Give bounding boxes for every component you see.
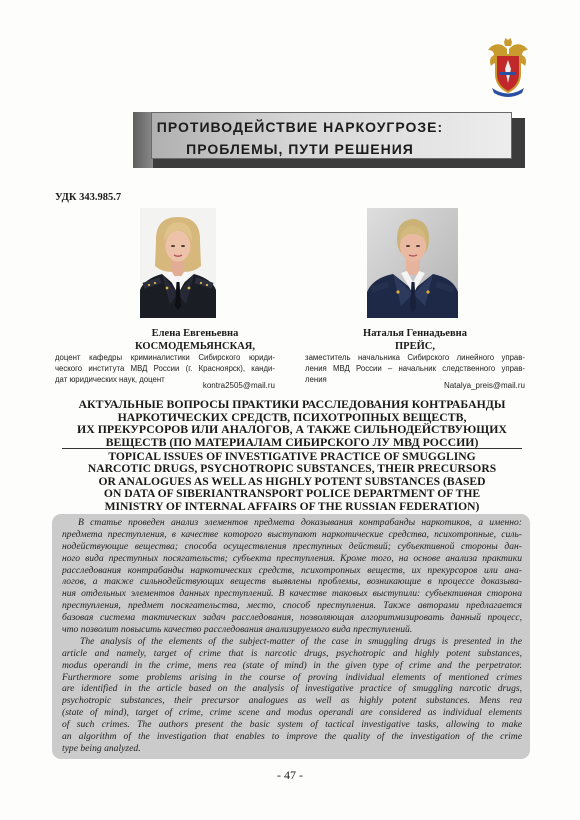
- author-email-left: kontra2505@mail.ru: [202, 381, 275, 390]
- emblem-crown: [504, 38, 512, 46]
- section-banner-text: [152, 116, 448, 160]
- abstract-ru: [62, 517, 522, 636]
- title-line: ON DATA OF SIBERIANTRANSPORT POLICE DEPARTMENT OF THE: [103, 487, 481, 501]
- abstract-line: преступления, предмет посягательства, место, способ преступления. Также авторами предлагается: [62, 600, 522, 612]
- title-line: НАРКОТИЧЕСКИХ СРЕДСТВ, ПСИХОТРОПНЫХ ВЕЩЕСТВ,: [117, 409, 467, 424]
- abstract-line: modus operandi in the crime, mens rea (state of mind) in the given type of crime and the perpetrator.: [62, 659, 522, 671]
- author-name-right: [305, 327, 525, 353]
- title-divider: [62, 448, 522, 449]
- abstract-en: [62, 636, 522, 755]
- title-line: TOPICAL ISSUES OF INVESTIGATIVE PRACTICE OF SMUGGLING: [108, 450, 476, 463]
- author-email-right: Natalya_preis@mail.ru: [443, 381, 525, 390]
- title-line: ВЕЩЕСТВ (ПО МАТЕРИАЛАМ СИБИРСКОГО ЛУ МВД РОССИИ): [105, 434, 479, 449]
- article-title-ru: [57, 398, 527, 448]
- affiliation-line: ления МВД России – начальник следственного управ-: [305, 364, 525, 373]
- affiliation-line: ческого института МВД России (г. Красноярск), канди-: [55, 364, 275, 373]
- section-banner-line: ПРОТИВОДЕЙСТВИЕ НАРКОУГРОЗЕ:: [156, 119, 444, 135]
- affiliation-line: дат юридических наук, доцент: [55, 375, 165, 384]
- author-surname: ПРЕЙС,: [395, 341, 435, 352]
- abstract-line: an algorithm of the investigation that enables to improve the quality of the investigation of the crime: [62, 731, 522, 743]
- abstract-line: предмета преступления, в качестве которого выступают наркотические средства, психотропные, силь-: [62, 528, 522, 540]
- abstract-line: ния отдельных элементов данных преступлений. В качестве таковых выступили: субъективная сторона: [62, 588, 522, 600]
- article-title-en: [57, 451, 527, 513]
- abstract-line: В статье проведен анализ элементов предмета доказывания контрабанды наркотиков, а именно:: [78, 517, 522, 528]
- abstract-line: Furthermore some problems arising in the course of proving individual elements of mentioned crimes: [62, 671, 522, 683]
- title-line: MINISTRY OF INTERNAL AFFAIRS OF THE RUSSIAN FEDERATION): [104, 499, 480, 513]
- abstract-line: of such crimes. The authors present the basic system of tactical investigative tasks, allowing to make: [62, 719, 522, 731]
- title-line: NARCOTIC DRUGS, PSYCHOTROPIC SUBSTANCES, THEIR PRECURSORS: [87, 462, 497, 476]
- author-given-names: Наталья Геннадьевна: [363, 328, 467, 339]
- abstract-line: нодействующие вещества; способа осуществления преступных действий; субъективной стороны дан-: [62, 540, 522, 552]
- abstract-line: (state of mind), target of crime, crime scene and modus operandi are considered as individual elements: [62, 707, 522, 719]
- title-line: OR ANALOGUES AS WELL AS HIGHLY POTENT SUBSTANCES (BASED: [98, 474, 486, 488]
- abstract-box: [52, 514, 530, 759]
- abstract-line: расследования контрабанды наркотических средств, психотропных веществ, их прекурсоров или ана-: [62, 564, 522, 576]
- abstract-line: The analysis of the elements of the subject-matter of the case in smuggling drugs is presented in the: [80, 635, 522, 647]
- author-surname: КОСМОДЕМЬЯНСКАЯ,: [134, 341, 256, 352]
- police-emblem-icon: [486, 37, 530, 97]
- page-number: - 47 -: [277, 768, 303, 782]
- abstract-line: type being analyzed.: [62, 742, 141, 754]
- banner-left-bar: [133, 112, 153, 168]
- author-given-names: Елена Евгеньевна: [151, 328, 239, 339]
- abstract-line: article and namely, target of crime that is narcotic drugs, psychotropic and highly potent substances,: [62, 647, 522, 659]
- abstract-line: что позволит повысить качество расследования анализируемого вида преступлений.: [62, 624, 413, 636]
- author-name-left: [100, 327, 290, 353]
- abstract-line: логов, а также сильнодействующих веществ выявлены проблемы, возникающие в процессе доказыва-: [62, 576, 522, 588]
- affiliation-line: ления: [305, 375, 327, 384]
- abstract-line: psychotropic substances, their precursor analogues as well as highly potent substances. Mens rea: [62, 695, 522, 707]
- emblem-shield: [496, 55, 520, 92]
- title-line: АКТУАЛЬНЫЕ ВОПРОСЫ ПРАКТИКИ РАССЛЕДОВАНИЯ КОНТРАБАНДЫ: [78, 397, 506, 411]
- abstract-line: are identified in the article based on the analysis of investigative practice of smuggling narcotic drugs,: [62, 683, 522, 695]
- affiliation-line: заместитель начальника Сибирского линейного управ-: [305, 353, 525, 362]
- author-photo-right: [367, 208, 458, 318]
- title-line: ИХ ПРЕКУРСОРОВ ИЛИ АНАЛОГОВ, А ТАКЖЕ СИЛЬНОДЕЙСТВУЮЩИХ: [77, 422, 507, 436]
- section-banner-line: ПРОБЛЕМЫ, ПУТИ РЕШЕНИЯ: [186, 141, 414, 157]
- udk-code: УДК 343.985.7: [55, 192, 122, 203]
- affiliation-line: доцент кафедры криминалистики Сибирского юриди-: [55, 353, 275, 362]
- author-photo-left: [140, 208, 216, 318]
- abstract-line: базовая система тактических задач расследования, позволяющая алгоритмизировать данный процесс,: [62, 612, 522, 624]
- abstract-line: ного вида преступных посягательств; субъекта преступления. Кроме того, на основе анализа практики: [62, 552, 522, 564]
